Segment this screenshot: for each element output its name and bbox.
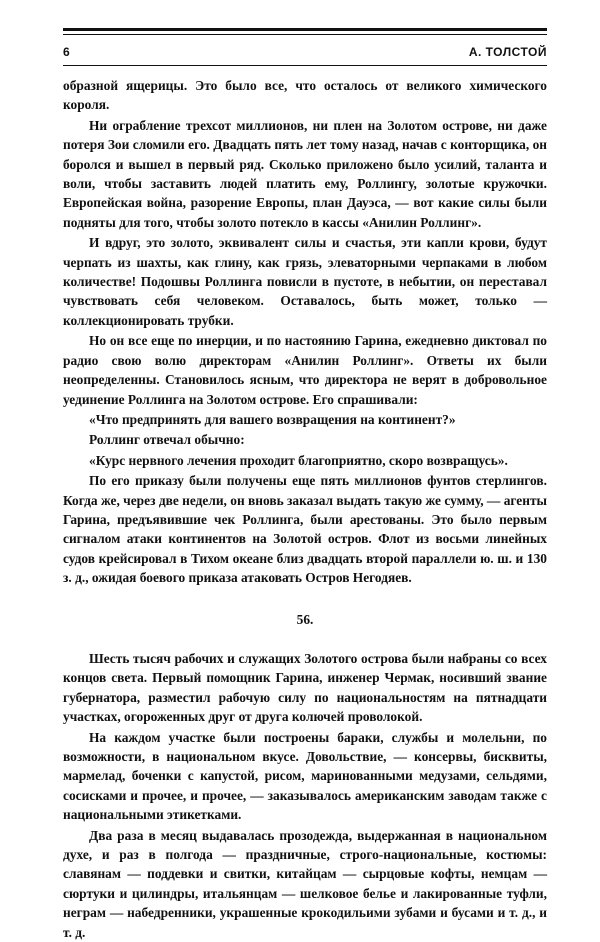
header-rule xyxy=(63,65,547,66)
paragraph: Но он все еще по инерции, и по настоянию Гарина, ежедневно диктовал по радио свою волю директорам «Анилин Роллинг». Ответы их были неопределенны. Становилось ясным, что директора не верят в добровольное уединение Роллинга на Золотом острове. Его спрашивали: xyxy=(63,333,547,407)
paragraph: Два раза в месяц выдавалась прозодежда, выдержанная в национальном духе, и раз в полгода — праздничные, строго-национальные, костюмы: славянам — поддевки и свитки, китайцам — сырцовые кофты, немцам — сюртуки и цилиндры, итальянцам — шелковое белье и лакированные туфли, неграм — набедренники, украшенные крокодильими зубами и бусами и т. д., и т. д. xyxy=(63,827,547,940)
paragraph: образной ящерицы. Это было все, что осталось от великого химического короля. xyxy=(63,78,547,113)
paragraph: «Что предпринять для вашего возвращения на континент?» xyxy=(89,411,456,427)
paragraph: «Курс нервного лечения проходит благоприятно, скоро возвращусь». xyxy=(89,452,508,468)
paragraph: Ни ограбление трехсот миллионов, ни плен на Золотом острове, ни даже потеря Зои сломили его. Двадцать пять лет тому назад, начав с конторщика, он боролся и вышел в первый ряд. Сколько приложено было усилий, таланта и воли, чтобы заставить людей платить ему, Роллингу, золотые кружочки. Европейская война, разорение Европы, план Дауэса, — вот какие силы были подняты для того, чтобы золото потекло в кассы «Анилин Роллинг». xyxy=(63,117,547,230)
top-rule-thin xyxy=(63,34,547,35)
body-text xyxy=(63,76,547,942)
book-page xyxy=(63,28,547,942)
author-name: А. ТОЛСТОЙ xyxy=(468,45,547,59)
paragraph: И вдруг, это золото, эквивалент силы и счастья, эти капли крови, будут черпать из шахты, как глину, как грязь, элеваторными черпаками в любом количестве! Подошвы Роллинга повисли в пустоте, в небытии, он переставал чувствовать себя человеком. Оставалось, быть может, только — коллекционировать трубки. xyxy=(63,235,547,328)
paragraph: Шесть тысяч рабочих и служащих Золотого острова были набраны со всех концов света. Первый помощник Гарина, инженер Чермак, носивший звание губернатора, разместил рабочую силу по национальностям на пятнадцати участках, огороженных друг от друга колючей проволокой. xyxy=(63,650,547,725)
paragraph: На каждом участке были построены бараки, службы и молельни, по возможности, в национальном вкусе. Довольствие, — консервы, бисквиты, мармелад, боченки с капустой, рисом, маринованными медузами, сельдями, сосисками и прочее, и прочее, — заказывалось американским заводам также с национальными этикетками. xyxy=(63,729,547,823)
paragraph: По его приказу были получены еще пять миллионов фунтов стерлингов. Когда же, через две недели, он вновь заказал выдать такую же сумму, — агенты Гарина, предъявившие чек Роллинга, были арестованы. Это было первым сигналом атаки континентов на Золотой остров. Флот из восьми линейных судов крейсировал в Тихом океане близ двадцать второй параллели ю. ш. и 130 з. д., ожидая боевого приказа атаковать Остров Негодяев. xyxy=(63,473,547,586)
running-head xyxy=(63,45,547,59)
page-number: 6 xyxy=(63,45,71,59)
top-rule xyxy=(63,28,547,31)
paragraph: Роллинг отвечал обычно: xyxy=(89,432,245,448)
chapter-number: 56. xyxy=(296,611,314,627)
